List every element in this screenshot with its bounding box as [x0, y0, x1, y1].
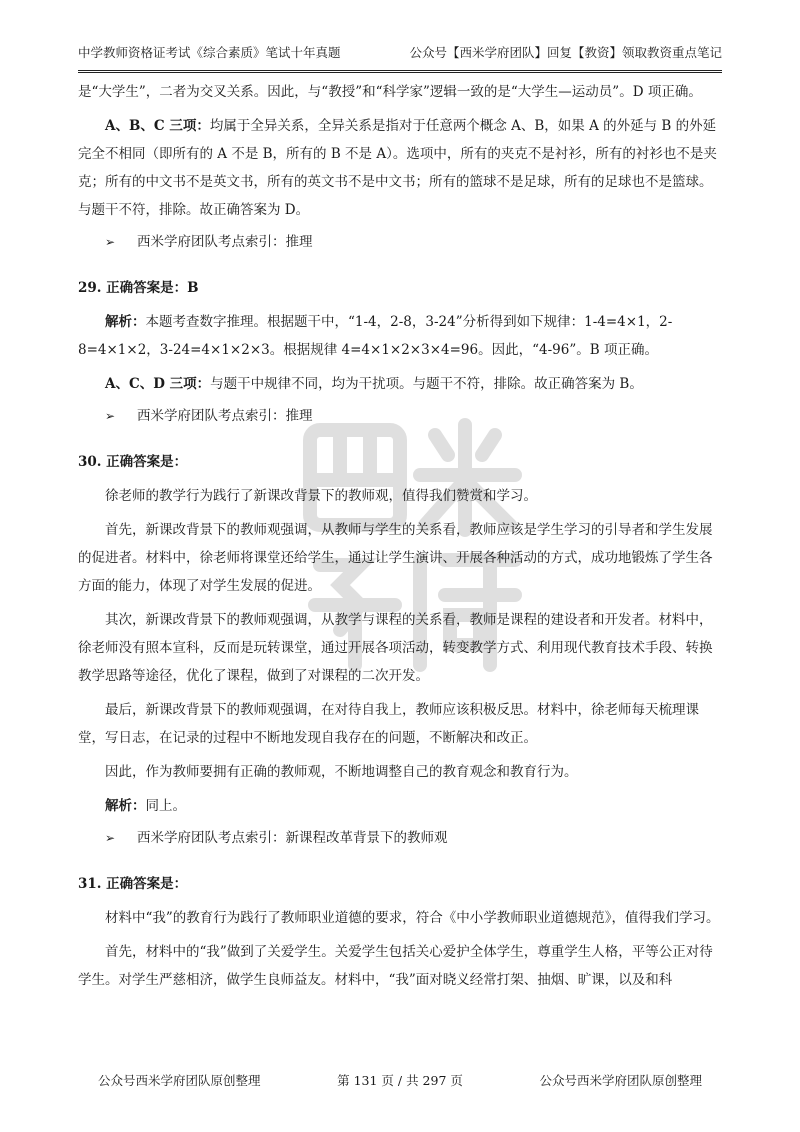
header-rule-double	[78, 72, 722, 73]
paragraph: 是“大学生”，二者为交叉关系。因此，与“教授”和“科学家”逻辑一致的是“大学生—运动员”。D 项正确。	[78, 84, 702, 100]
paragraph	[78, 792, 722, 820]
paragraph: 材料中“我”的教育行为践行了教师职业道德的要求，符合《中小学教师职业道德规范》，值得我们学习。	[105, 910, 720, 926]
footer-right: 公众号西米学府团队原创整理	[539, 1073, 702, 1088]
paragraph: 其次，新课改背景下的教师观强调，从教学与课程的关系看，教师是课程的建设者和开发者。材料中，徐老师没有照本宣科，反而是玩转课堂，通过开展各项活动，转变教学方式、利用现代教育技术手段、转换教学思路等途径，优化了课程，做到了对课程的二次开发。	[78, 612, 713, 684]
paragraph-text: 同上。	[145, 798, 186, 814]
paragraph: 首先，材料中的“我”做到了关爱学生。关爱学生包括关心爱护全体学生，尊重学生人格，平等公正对待学生。对学生严慈相济，做学生良师益友。材料中，“我”面对晓义经常打架、抽烟、旷课，以及和科	[78, 944, 713, 988]
paragraph-text: 均属于全异关系，全异关系是指对于任意两个概念 A、B，如果 A 的外延与 B 的外延完全不相同（即所有的 A 不是 B，所有的 B 不是 A）。选项中，所有的夹克不是衬衫，所有的衬衫也不是夹克；所有的中文书不是英文书，所有的英文书不是中文书；所有的篮球不是足球，所有的足球也不是篮球。与题干不符，排除。故正确答案为 D。	[78, 118, 717, 218]
footer-left: 公众号西米学府团队原创整理	[98, 1073, 261, 1088]
paragraph: 徐老师的教学行为践行了新课改背景下的教师观，值得我们赞赏和学习。	[105, 488, 537, 504]
paragraph-text: 本题考查数字推理。根据题干中，“1-4，2-8，3-24”分析得到如下规律：1-4=4×1，2-8=4×1×2，3-24=4×1×2×3。根据规律 4=4×1×2×3×4=96。因此，“4-96”。B 项正确。	[78, 314, 673, 358]
paragraph	[78, 370, 722, 398]
page-footer	[78, 1071, 722, 1091]
question-29-answer: 29. 正确答案是：B	[78, 280, 199, 296]
paragraph: 首先，新课改背景下的教师观强调，从教师与学生的关系看，教师应该是学生学习的引导者和学生发展的促进者。材料中，徐老师将课堂还给学生，通过让学生演讲、开展各种活动的方式，成功地锻炼了学生各方面的能力，体现了对学生发展的促进。	[78, 522, 713, 594]
paragraph	[78, 112, 722, 224]
arrow-bullet-icon: ➢	[105, 409, 116, 423]
index-text: 西米学府团队考点索引：新课程改革背景下的教师观	[137, 830, 448, 846]
index-text: 西米学府团队考点索引：推理	[137, 234, 313, 250]
index-bullet	[78, 824, 722, 852]
page-header	[78, 40, 722, 66]
header-rule	[78, 70, 722, 71]
analysis-label: 解析：	[105, 798, 146, 814]
paragraph: 最后，新课改背景下的教师观强调，在对待自我上，教师应该积极反思。材料中，徐老师每天梳理课堂，写日志，在记录的过程中不断地发现自我存在的问题，不断解决和改正。	[78, 702, 699, 746]
header-title: 中学教师资格证考试《综合素质》笔试十年真题	[78, 45, 341, 60]
option-label: A、B、C 三项：	[105, 118, 210, 134]
index-bullet	[78, 402, 722, 430]
arrow-bullet-icon: ➢	[105, 235, 116, 249]
header-promo: 公众号【西米学府团队】回复【教资】领取教资重点笔记	[409, 45, 722, 60]
analysis-label: 解析：	[105, 314, 146, 330]
page-content	[78, 78, 722, 994]
option-label: A、C、D 三项：	[105, 376, 211, 392]
page-number: 第 131 页 / 共 297 页	[337, 1073, 463, 1088]
index-bullet	[78, 228, 722, 256]
question-31-answer: 31. 正确答案是：	[78, 876, 188, 892]
index-text: 西米学府团队考点索引：推理	[137, 408, 313, 424]
arrow-bullet-icon: ➢	[105, 831, 116, 845]
paragraph: 因此，作为教师要拥有正确的教师观，不断地调整自己的教育观念和教育行为。	[105, 764, 578, 780]
question-30-answer: 30. 正确答案是：	[78, 454, 188, 470]
paragraph	[78, 308, 722, 364]
paragraph-text: 与题干中规律不同，均为干扰项。与题干不符，排除。故正确答案为 B。	[210, 376, 643, 392]
